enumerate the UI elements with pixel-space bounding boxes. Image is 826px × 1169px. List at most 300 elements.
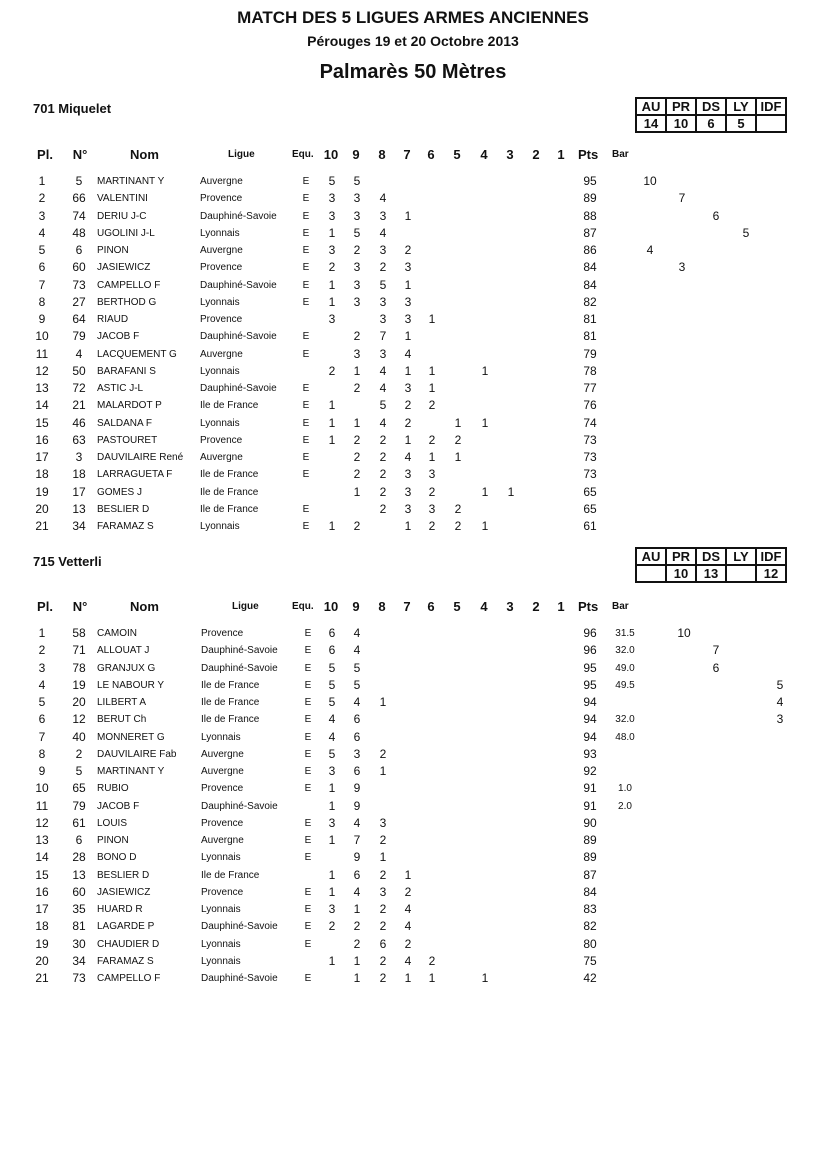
count-cell: 1 [328,884,336,899]
barrage-cell: 32.0 [615,645,635,657]
place-cell: 2 [38,191,46,206]
place-cell: 4 [38,677,46,692]
count-cell: 1 [428,312,436,326]
points-cell: 61 [583,519,597,533]
place-cell: 6 [38,260,46,275]
table-row [0,867,826,884]
league-cell: Provence [200,314,243,325]
count-cell: 2 [404,884,412,899]
document-subtitle: Pérouges 19 et 20 Octobre 2013 [307,33,519,49]
table-row [0,936,826,953]
count-cell: 1 [481,415,489,430]
number-cell: 74 [72,208,86,223]
league-points-cell: 6 [696,115,726,132]
table-row [0,901,826,918]
count-cell: 3 [353,191,361,206]
count-cell: 2 [379,450,387,464]
count-cell: 4 [353,626,361,640]
place-cell: 20 [35,501,49,516]
place-cell: 5 [38,695,46,709]
points-cell: 77 [583,381,597,395]
count-cell: 2 [353,381,361,395]
count-cell: 3 [404,381,412,395]
league-rank-cell: 7 [712,643,720,658]
table-row [0,225,826,242]
team-cell: E [302,417,310,429]
count-cell: 1 [328,781,336,796]
league-cell: Auvergne [200,245,243,256]
number-cell: 5 [75,764,83,778]
count-cell: 2 [454,501,462,516]
count-cell: 4 [404,902,412,916]
column-header: Nom [130,599,159,614]
place-cell: 13 [35,381,49,395]
count-cell: 3 [353,746,361,761]
table-row [0,884,826,901]
table-row [0,346,826,363]
table-row [0,746,826,763]
count-cell: 3 [404,312,412,326]
name-cell: FARAMAZ S [97,521,154,532]
count-cell: 3 [404,467,412,482]
number-cell: 71 [72,643,86,658]
points-cell: 89 [583,191,597,206]
name-cell: PINON [97,835,129,846]
barrage-cell: 2.0 [618,800,632,812]
number-cell: 18 [72,467,86,482]
count-cell: 5 [328,677,336,692]
count-cell: 2 [404,398,412,413]
table-row [0,660,826,677]
count-cell: 5 [328,746,336,761]
league-rank-cell: 6 [712,660,720,675]
points-cell: 94 [583,729,597,744]
number-cell: 5 [75,174,83,188]
points-cell: 42 [583,971,597,985]
number-cell: 81 [72,919,86,934]
column-header: 5 [453,599,461,614]
count-cell: 1 [353,971,361,985]
column-header: 3 [506,147,514,162]
count-cell: 4 [353,643,361,658]
league-cell: Dauphiné-Savoie [201,800,278,812]
count-cell: 2 [379,432,387,447]
name-cell: JACOB F [97,331,140,343]
name-cell: BERTHOD G [97,296,157,308]
column-header: 9 [352,599,360,614]
name-cell: LAGARDE P [97,921,155,933]
count-cell: 6 [353,729,361,744]
column-header: 6 [427,599,435,614]
table-row [0,729,826,746]
team-cell: E [302,227,310,239]
number-cell: 2 [75,746,83,761]
count-cell: 3 [328,764,336,778]
league-label-cell: DS [696,548,726,565]
league-rank-cell: 10 [677,626,691,640]
league-points-table [635,97,787,133]
name-cell: LILBERT A [97,697,147,708]
count-cell: 4 [353,815,361,830]
number-cell: 48 [72,225,86,240]
points-cell: 80 [583,936,597,951]
team-cell: E [304,817,312,829]
count-cell: 5 [328,660,336,675]
name-cell: PASTOURET [97,434,158,446]
league-cell: Dauphiné-Savoie [201,645,278,657]
place-cell: 11 [35,798,49,813]
count-cell: 6 [353,867,361,882]
table-row [0,970,826,987]
name-cell: RUBIO [97,783,129,795]
league-points-cell: 14 [636,115,666,132]
number-cell: 20 [72,695,86,709]
name-cell: LOUIS [97,817,128,829]
league-points-cell [756,115,786,132]
count-cell: 1 [454,450,462,464]
team-cell: E [302,262,310,274]
count-cell: 1 [481,519,489,533]
count-cell: 1 [328,833,336,847]
number-cell: 46 [72,415,86,430]
count-cell: 1 [353,902,361,916]
league-cell: Dauphiné-Savoie [201,921,278,933]
section-title: 701 Miquelet [33,101,112,116]
column-header: 2 [532,147,540,162]
place-cell: 17 [35,450,49,464]
team-cell: E [302,210,310,222]
column-header: Pts [578,147,599,162]
place-cell: 18 [35,919,49,934]
count-cell: 6 [353,712,361,727]
team-cell: E [304,835,312,846]
count-cell: 1 [328,415,336,430]
table-row [0,294,826,311]
league-label-cell: AU [636,98,666,115]
count-cell: 1 [404,363,412,378]
league-points-cell: 10 [666,565,696,582]
column-header: 9 [352,147,360,162]
table-row [0,311,826,328]
place-cell: 14 [35,398,49,413]
document-title: MATCH DES 5 LIGUES ARMES ANCIENNES [237,8,589,27]
league-points-cell: 5 [726,115,756,132]
count-cell: 1 [328,294,336,309]
count-cell: 3 [379,346,387,361]
points-cell: 81 [583,329,597,344]
place-cell: 7 [38,729,46,744]
count-cell: 1 [428,450,436,464]
count-cell: 1 [404,208,412,223]
column-header: Bar [612,149,629,160]
count-cell: 2 [454,519,462,533]
count-cell: 1 [404,971,412,985]
place-cell: 18 [35,467,49,482]
league-cell: Ile de France [201,869,260,881]
number-cell: 27 [72,294,86,309]
team-cell: E [304,886,312,898]
count-cell: 3 [428,501,436,516]
count-cell: 2 [353,329,361,344]
name-cell: FARAMAZ S [97,955,154,967]
number-cell: 19 [72,677,86,692]
count-cell: 2 [353,432,361,447]
table-row [0,380,826,397]
place-cell: 21 [35,519,49,533]
league-rank-cell: 3 [776,712,784,727]
count-cell: 1 [328,953,336,968]
count-cell: 3 [379,294,387,309]
team-cell: E [304,645,312,657]
count-cell: 5 [328,174,336,188]
place-cell: 11 [35,346,49,361]
number-cell: 61 [72,815,86,830]
table-row [0,625,826,642]
place-cell: 17 [35,902,49,916]
number-cell: 79 [72,798,86,813]
table-row [0,397,826,414]
column-header: 4 [480,147,488,162]
number-cell: 3 [75,450,83,464]
table-row [0,173,826,190]
league-labels-row [636,98,786,115]
league-cell: Provence [200,434,243,446]
count-cell: 2 [404,415,412,430]
number-cell: 58 [72,626,86,640]
team-cell: E [304,938,312,950]
name-cell: DAUVILAIRE Fab [97,748,177,760]
table-row [0,677,826,694]
count-cell: 2 [428,484,436,499]
count-cell: 6 [379,936,387,951]
number-cell: 6 [75,243,83,257]
number-cell: 66 [72,191,86,206]
number-cell: 78 [72,660,86,675]
table-row [0,190,826,207]
points-cell: 81 [583,312,597,326]
results-rows [0,173,826,535]
name-cell: DAUVILAIRE René [97,452,184,463]
count-cell: 2 [353,467,361,482]
league-cell: Ile de France [201,714,260,726]
league-cell: Lyonnais [200,417,240,429]
table-row [0,711,826,728]
number-cell: 35 [72,902,86,916]
table-row [0,918,826,935]
number-cell: 17 [72,484,86,499]
count-cell: 4 [379,225,387,240]
column-header-row [0,147,826,163]
place-cell: 3 [38,660,46,675]
count-cell: 1 [428,971,436,985]
table-row [0,815,826,832]
league-rank-cell: 6 [712,208,720,223]
count-cell: 1 [328,398,336,413]
column-header: 4 [480,599,488,614]
count-cell: 2 [379,953,387,968]
column-header: 10 [323,147,339,162]
number-cell: 73 [72,277,86,292]
count-cell: 4 [328,729,336,744]
barrage-cell: 49.0 [615,662,635,674]
column-header: 8 [378,147,386,162]
name-cell: CHAUDIER D [97,938,160,950]
team-cell: E [302,279,310,291]
column-header: 7 [403,599,411,614]
points-cell: 86 [583,243,597,257]
number-cell: 30 [72,936,86,951]
count-cell: 5 [353,174,361,188]
points-cell: 73 [583,432,597,447]
count-cell: 2 [404,936,412,951]
points-cell: 73 [583,467,597,482]
count-cell: 4 [379,191,387,206]
name-cell: JASIEWICZ [97,886,151,898]
section-title: 715 Vetterli [33,554,102,569]
column-header: 10 [323,599,339,614]
team-cell: E [302,521,310,532]
count-cell: 4 [379,381,387,395]
team-cell: E [304,697,312,708]
league-points-row [636,115,786,132]
barrage-cell: 31.5 [615,628,635,639]
table-row [0,432,826,449]
points-cell: 75 [583,953,597,968]
count-cell: 1 [328,432,336,447]
count-cell: 1 [353,484,361,499]
place-cell: 20 [35,953,49,968]
points-cell: 82 [583,919,597,934]
team-cell: E [302,331,310,343]
team-cell: E [302,434,310,446]
team-cell: E [304,904,312,915]
count-cell: 6 [328,626,336,640]
table-row [0,694,826,711]
table-row [0,798,826,815]
number-cell: 64 [72,312,86,326]
count-cell: 2 [353,450,361,464]
league-cell: Ile de France [200,503,259,515]
count-cell: 1 [404,432,412,447]
number-cell: 63 [72,432,86,447]
count-cell: 3 [404,484,412,499]
league-cell: Auvergne [201,748,244,760]
table-row [0,449,826,466]
count-cell: 2 [379,919,387,934]
league-cell: Provence [200,193,243,205]
table-row [0,277,826,294]
count-cell: 1 [379,850,387,865]
count-cell: 2 [328,260,336,275]
number-cell: 79 [72,329,86,344]
count-cell: 3 [404,294,412,309]
column-header: 2 [532,599,540,614]
count-cell: 2 [379,902,387,916]
points-cell: 79 [583,346,597,361]
points-cell: 96 [583,626,597,640]
league-rank-cell: 7 [678,191,686,206]
points-cell: 95 [583,677,597,692]
count-cell: 3 [328,191,336,206]
league-label-cell: LY [726,98,756,115]
count-cell: 7 [379,329,387,344]
count-cell: 2 [379,971,387,985]
name-cell: LARRAGUETA F [97,469,173,481]
count-cell: 1 [379,695,387,709]
column-header: Equ. [292,601,314,612]
name-cell: ALLOUAT J [97,645,150,657]
count-cell: 3 [328,208,336,223]
table-row [0,518,826,535]
points-cell: 74 [583,415,597,430]
table-row [0,501,826,518]
league-label-cell: IDF [756,98,786,115]
place-cell: 10 [35,781,49,796]
number-cell: 65 [72,781,86,796]
count-cell: 4 [353,695,361,709]
team-cell: E [302,193,310,205]
place-cell: 8 [38,294,46,309]
barrage-cell: 49.5 [615,679,635,691]
column-header: Nom [130,147,159,162]
place-cell: 9 [38,764,46,778]
points-cell: 89 [583,833,597,847]
count-cell: 1 [353,363,361,378]
count-cell: 2 [379,501,387,516]
points-cell: 91 [583,798,597,813]
column-header: 1 [557,147,565,162]
name-cell: VALENTINI [97,193,148,205]
team-cell: E [304,766,312,777]
count-cell: 5 [353,225,361,240]
count-cell: 3 [379,312,387,326]
league-cell: Lyonnais [201,852,241,864]
team-cell: E [302,348,310,360]
place-cell: 21 [35,971,49,985]
count-cell: 2 [379,833,387,847]
count-cell: 3 [404,260,412,275]
league-labels-row [636,548,786,565]
place-cell: 14 [35,850,49,865]
league-cell: Auvergne [200,452,243,463]
count-cell: 3 [379,208,387,223]
name-cell: BARAFANI S [97,365,156,377]
count-cell: 1 [353,953,361,968]
league-cell: Dauphiné-Savoie [201,973,278,984]
count-cell: 3 [328,312,336,326]
count-cell: 3 [328,902,336,916]
name-cell: UGOLINI J-L [97,227,155,239]
team-cell: E [302,400,310,412]
count-cell: 2 [428,953,436,968]
column-header: Pl. [37,147,53,162]
team-cell: E [302,503,310,515]
league-label-cell: AU [636,548,666,565]
league-cell: Lyonnais [200,227,240,239]
points-cell: 93 [583,746,597,761]
count-cell: 4 [353,884,361,899]
number-cell: 13 [72,867,86,882]
league-points-cell [636,565,666,582]
place-cell: 6 [38,712,46,727]
team-cell: E [304,973,312,984]
points-cell: 94 [583,695,597,709]
palmares-title: Palmarès 50 Mètres [319,61,507,83]
count-cell: 6 [328,643,336,658]
team-cell: E [304,679,312,691]
league-cell: Lyonnais [200,365,240,377]
name-cell: GOMES J [97,486,143,498]
